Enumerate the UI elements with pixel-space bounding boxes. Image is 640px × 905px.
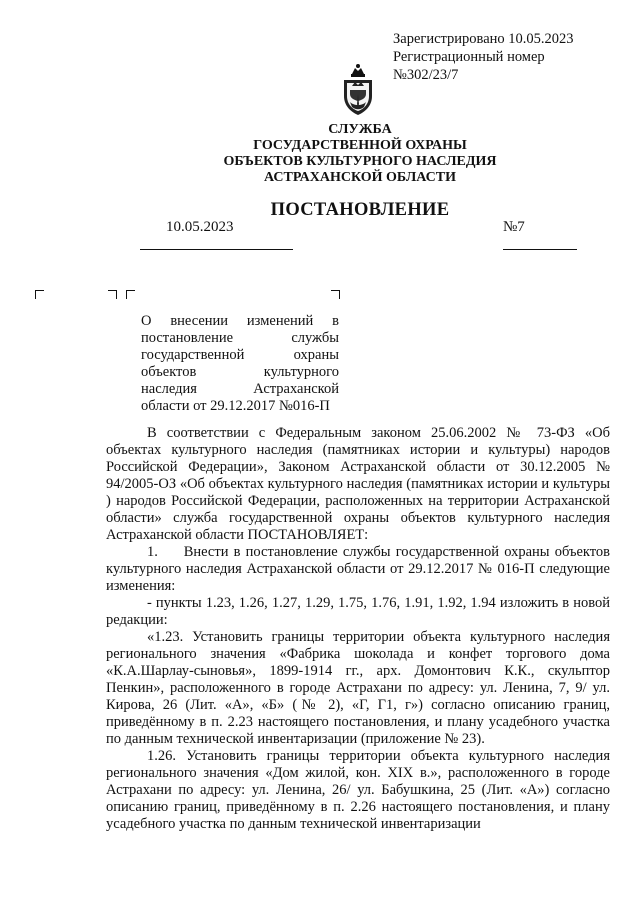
document-date: 10.05.2023 [166,219,234,235]
corner-mark [126,290,135,299]
document-subject [141,313,339,415]
organization-line: ОБЪЕКТОВ КУЛЬТУРНОГО НАСЛЕДИЯ [223,154,497,169]
registration-number: №302/23/7 [393,67,459,83]
corner-mark [35,290,44,299]
subject-line: области от 29.12.2017 №016-П [141,398,330,414]
body-paragraph: - пункты 1.23, 1.26, 1.27, 1.29, 1.75, 1.76, 1.91, 1.92, 1.94 изложить в новой редакции: [106,595,610,628]
coat-of-arms-icon [338,60,378,118]
corner-mark [331,290,340,299]
subject-line: государственной охраны [141,347,339,363]
organization-name [150,122,570,186]
corner-mark [108,290,117,299]
document-body [106,425,610,833]
registration-line: Регистрационный номер [393,49,545,65]
document-number: №7 [503,219,525,235]
organization-line: СЛУЖБА [328,122,392,137]
subject-line: постановление службы [141,330,339,346]
body-paragraph: «1.23. Установить границы территории объекта культурного наследия регионального значения «Фабрика шоколада и конфет торгового дома «К.А.Шарлау-сыновья», 1899-1914 гг., арх. Домонтович К.К., скульптор Пенкин», расположенного в городе Астрахани по адресу: ул. Ленина, 7, 9/ ул. Кирова, 26 (Лит. «А», «Б» (№ 2), «Г, Г1, г») согласно описанию границ, приведённому в п. 2.23 настоящего постановления, и плану усадебного участка по данным технической инвентаризации (приложение № 23). [106,629,610,747]
body-paragraph: 1.26. Установить границы территории объекта культурного наследия регионального значения «Дом жилой, кон. XIX в.», расположенного в городе Астрахани по адресу: ул. Ленина, 26/ ул. Бабушкина, 25 (Лит. «А») согласно описанию границ, приведённому в п. 2.26 настоящего постановления, и плану усадебного участка по данным технической инвентаризации [106,748,610,832]
body-paragraph: В соответствии с Федеральным законом 25.06.2002 № 73-ФЗ «Об объектах культурного наследия (памятниках истории и культуры) народов Российской Федерации», Законом Астраханской области от 30.12.2005 № 94/2005-ОЗ «Об объектах культурного наследия (памятниках истории и культуры ) народов Российской Федерации, расположенных на территории Астраханской области» служба государственной охраны объектов культурного наследия Астраханской области ПОСТАНОВЛЯЕТ: [106,425,610,543]
document-type: ПОСТАНОВЛЕНИЕ [270,200,450,220]
registration-line: Зарегистрировано 10.05.2023 [393,31,574,47]
date-underline [140,249,293,250]
number-underline [503,249,577,250]
registration-stamp [393,30,574,84]
subject-line: объектов культурного [141,364,339,380]
subject-line: наследия Астраханской [141,381,339,397]
organization-line: АСТРАХАНСКОЙ ОБЛАСТИ [263,170,456,185]
organization-line: ГОСУДАРСТВЕННОЙ ОХРАНЫ [253,138,467,153]
body-paragraph: 1. Внести в постановление службы государственной охраны объектов культурного наследия Астраханской области от 29.12.2017 № 016-П следующие изменения: [106,544,610,594]
subject-line: О внесении изменений в [141,313,339,329]
